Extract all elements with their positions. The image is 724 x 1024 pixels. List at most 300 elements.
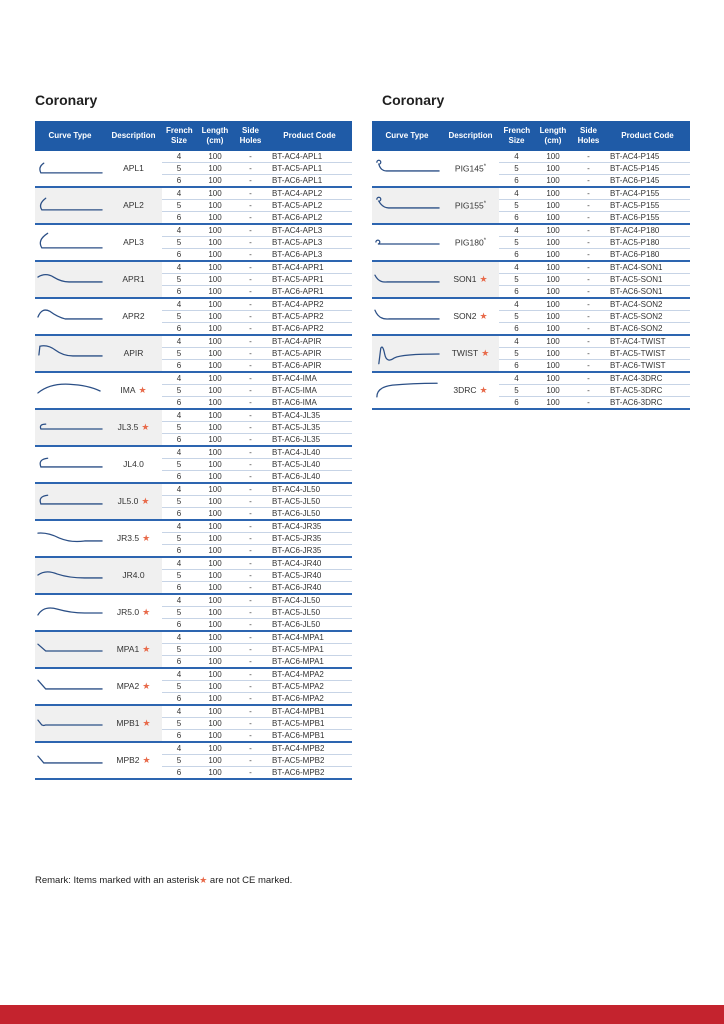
- side-holes-cell: -: [572, 360, 605, 373]
- asterisk-star-icon: ★: [138, 385, 147, 395]
- table-row: [35, 483, 352, 496]
- french-size-cell: 4: [499, 224, 534, 237]
- table-row: [372, 335, 690, 348]
- header-length: [534, 121, 572, 151]
- side-holes-cell: -: [572, 200, 605, 212]
- description-label: IMA: [120, 385, 136, 395]
- length-cell: 100: [534, 200, 572, 212]
- french-size-cell: 6: [162, 286, 196, 299]
- french-size-cell: 5: [499, 237, 534, 249]
- description-cell: [105, 335, 162, 372]
- remark-text-before: Remark: Items marked with an asterisk: [35, 875, 200, 886]
- french-size-cell: 5: [162, 200, 196, 212]
- curve-type-cell: [35, 298, 105, 335]
- product-code-cell: BT-AC6-JL40: [267, 471, 352, 484]
- length-cell: 100: [196, 742, 234, 755]
- length-cell: 100: [196, 557, 234, 570]
- side-holes-cell: -: [234, 212, 267, 225]
- length-cell: 100: [534, 335, 572, 348]
- table-header-row: [372, 121, 690, 151]
- side-holes-cell: -: [572, 298, 605, 311]
- description-label: SON1: [453, 274, 477, 284]
- product-group: [35, 372, 352, 409]
- length-cell: 100: [196, 607, 234, 619]
- table-row: [35, 335, 352, 348]
- table-header-row: [35, 121, 352, 151]
- remark-note: [35, 875, 292, 886]
- curve-type-cell: [372, 335, 442, 372]
- table-row: [372, 224, 690, 237]
- curve-type-cell: [35, 335, 105, 372]
- curve-jr40-icon: [36, 564, 104, 588]
- header-side-holes: [572, 121, 605, 151]
- length-cell: 100: [196, 705, 234, 718]
- french-size-cell: 5: [162, 311, 196, 323]
- french-size-cell: 5: [499, 163, 534, 175]
- length-cell: 100: [534, 212, 572, 225]
- description-label: MPA2: [116, 681, 140, 691]
- side-holes-cell: -: [572, 274, 605, 286]
- asterisk-star-icon: ★: [142, 681, 151, 691]
- description-label: JL3.5: [117, 422, 139, 432]
- length-cell: 100: [196, 224, 234, 237]
- asterisk-star-icon: ★: [479, 385, 488, 395]
- asterisk-star-icon: ★: [142, 644, 151, 654]
- description-cell: [105, 372, 162, 409]
- product-group: [372, 372, 690, 409]
- length-cell: 100: [534, 372, 572, 385]
- curve-pig155-icon: [373, 194, 441, 218]
- side-holes-cell: -: [234, 323, 267, 336]
- length-cell: 100: [196, 151, 234, 163]
- asterisk-star-icon: ★: [142, 718, 151, 728]
- product-group: [35, 335, 352, 372]
- header-length-text: Length (cm): [201, 126, 229, 145]
- product-group: [372, 298, 690, 335]
- side-holes-cell: -: [572, 348, 605, 360]
- description-label: PIG155: [454, 200, 484, 211]
- product-code-cell: BT-AC5-P180: [605, 237, 690, 249]
- product-code-cell: BT-AC6-JR35: [267, 545, 352, 558]
- french-size-cell: 4: [162, 631, 196, 644]
- side-holes-cell: -: [572, 175, 605, 188]
- remark-text-after: are not CE marked.: [207, 875, 293, 886]
- description-label: APL3: [123, 237, 144, 247]
- product-code-cell: BT-AC4-IMA: [267, 372, 352, 385]
- side-holes-cell: -: [234, 471, 267, 484]
- asterisk-star-icon: ★: [479, 274, 488, 284]
- curve-type-cell: [35, 151, 105, 187]
- french-size-cell: 5: [162, 348, 196, 360]
- french-size-cell: 6: [162, 545, 196, 558]
- asterisk-star-icon: ★: [142, 755, 151, 765]
- side-holes-cell: -: [234, 274, 267, 286]
- length-cell: 100: [196, 520, 234, 533]
- table-row: [35, 151, 352, 163]
- product-code-cell: BT-AC6-APR2: [267, 323, 352, 336]
- french-size-cell: 6: [499, 397, 534, 410]
- length-cell: 100: [534, 298, 572, 311]
- side-holes-cell: -: [572, 372, 605, 385]
- product-group: [372, 335, 690, 372]
- french-size-cell: 5: [162, 163, 196, 175]
- length-cell: 100: [534, 348, 572, 360]
- length-cell: 100: [196, 446, 234, 459]
- french-size-cell: 6: [162, 434, 196, 447]
- french-size-cell: 4: [162, 668, 196, 681]
- product-code-cell: BT-AC5-APL1: [267, 163, 352, 175]
- length-cell: 100: [196, 483, 234, 496]
- side-holes-cell: -: [572, 311, 605, 323]
- french-size-cell: 4: [162, 224, 196, 237]
- description-cell: [105, 261, 162, 298]
- product-code-cell: BT-AC5-MPA1: [267, 644, 352, 656]
- asterisk-star-icon: ★: [199, 875, 208, 885]
- curve-apl2-icon: [36, 194, 104, 218]
- product-code-cell: BT-AC5-P145: [605, 163, 690, 175]
- left-catalog-table: [35, 121, 352, 780]
- table-row: [372, 151, 690, 163]
- side-holes-cell: -: [234, 249, 267, 262]
- curve-son1-icon: [373, 268, 441, 292]
- curve-jr50-icon: [36, 601, 104, 625]
- product-code-cell: BT-AC4-MPB2: [267, 742, 352, 755]
- curve-type-cell: [35, 409, 105, 446]
- side-holes-cell: -: [572, 397, 605, 410]
- length-cell: 100: [196, 434, 234, 447]
- french-size-cell: 5: [162, 718, 196, 730]
- description-label: JR4.0: [122, 570, 145, 580]
- french-size-cell: 4: [162, 520, 196, 533]
- french-size-cell: 6: [499, 212, 534, 225]
- french-size-cell: 6: [499, 286, 534, 299]
- length-cell: 100: [534, 163, 572, 175]
- length-cell: 100: [196, 335, 234, 348]
- side-holes-cell: -: [572, 224, 605, 237]
- length-cell: 100: [196, 249, 234, 262]
- length-cell: 100: [534, 385, 572, 397]
- french-size-cell: 4: [162, 372, 196, 385]
- length-cell: 100: [534, 261, 572, 274]
- side-holes-cell: -: [234, 175, 267, 188]
- product-group: [372, 261, 690, 298]
- description-cell: [105, 187, 162, 224]
- header-side-holes-text: Side Holes: [577, 126, 600, 145]
- header-curve-type: Curve Type: [35, 121, 105, 151]
- length-cell: 100: [196, 619, 234, 632]
- product-code-cell: BT-AC6-P180: [605, 249, 690, 262]
- product-code-cell: BT-AC5-JL50: [267, 607, 352, 619]
- product-group: [35, 668, 352, 705]
- side-holes-cell: -: [234, 730, 267, 743]
- curve-type-cell: [372, 224, 442, 261]
- product-code-cell: BT-AC6-MPB2: [267, 767, 352, 780]
- description-label: APR1: [122, 274, 145, 284]
- french-size-cell: 4: [162, 483, 196, 496]
- table-row: [372, 298, 690, 311]
- french-size-cell: 4: [162, 557, 196, 570]
- side-holes-cell: -: [234, 508, 267, 521]
- french-size-cell: 4: [499, 187, 534, 200]
- side-holes-cell: -: [234, 446, 267, 459]
- product-code-cell: BT-AC6-TWIST: [605, 360, 690, 373]
- side-holes-cell: -: [234, 693, 267, 706]
- curve-type-cell: [35, 187, 105, 224]
- description-cell: [105, 483, 162, 520]
- length-cell: 100: [196, 175, 234, 188]
- side-holes-cell: -: [234, 545, 267, 558]
- description-cell: [105, 705, 162, 742]
- product-code-cell: BT-AC5-APR1: [267, 274, 352, 286]
- french-size-cell: 4: [162, 187, 196, 200]
- length-cell: 100: [196, 360, 234, 373]
- side-holes-cell: -: [572, 323, 605, 336]
- length-cell: 100: [534, 175, 572, 188]
- header-curve-type: Curve Type: [372, 121, 442, 151]
- side-holes-cell: -: [234, 409, 267, 422]
- french-size-cell: 5: [162, 422, 196, 434]
- side-holes-cell: -: [234, 311, 267, 323]
- product-code-cell: BT-AC4-JL40: [267, 446, 352, 459]
- product-code-cell: BT-AC5-MPB1: [267, 718, 352, 730]
- header-french-size-text: French Size: [503, 126, 531, 145]
- table-row: [35, 742, 352, 755]
- curve-type-cell: [35, 483, 105, 520]
- product-code-cell: BT-AC4-APL1: [267, 151, 352, 163]
- description-cell: [105, 594, 162, 631]
- side-holes-cell: -: [234, 718, 267, 730]
- product-group: [35, 298, 352, 335]
- side-holes-cell: -: [234, 385, 267, 397]
- length-cell: 100: [196, 298, 234, 311]
- side-holes-cell: -: [234, 434, 267, 447]
- length-cell: 100: [196, 311, 234, 323]
- side-holes-cell: -: [234, 520, 267, 533]
- side-holes-cell: -: [234, 705, 267, 718]
- table-row: [35, 594, 352, 607]
- curve-ima-icon: [36, 379, 104, 403]
- description-label: SON2: [453, 311, 477, 321]
- side-holes-cell: -: [572, 237, 605, 249]
- french-size-cell: 4: [162, 335, 196, 348]
- product-code-cell: BT-AC6-MPA1: [267, 656, 352, 669]
- length-cell: 100: [196, 372, 234, 385]
- curve-type-cell: [35, 557, 105, 594]
- french-size-cell: 6: [162, 619, 196, 632]
- description-label: JR3.5: [116, 533, 140, 543]
- description-cell: [105, 557, 162, 594]
- product-code-cell: BT-AC4-JR35: [267, 520, 352, 533]
- superscript-mark: *: [483, 201, 487, 208]
- side-holes-cell: -: [234, 372, 267, 385]
- french-size-cell: 6: [162, 360, 196, 373]
- side-holes-cell: -: [572, 261, 605, 274]
- curve-type-cell: [35, 446, 105, 483]
- length-cell: 100: [196, 545, 234, 558]
- side-holes-cell: -: [234, 200, 267, 212]
- product-code-cell: BT-AC5-JL35: [267, 422, 352, 434]
- side-holes-cell: -: [234, 459, 267, 471]
- product-group: [35, 446, 352, 483]
- product-code-cell: BT-AC6-P155: [605, 212, 690, 225]
- side-holes-cell: -: [572, 249, 605, 262]
- product-code-cell: BT-AC4-JL50: [267, 594, 352, 607]
- side-holes-cell: -: [234, 582, 267, 595]
- length-cell: 100: [196, 212, 234, 225]
- french-size-cell: 6: [162, 397, 196, 410]
- header-product-code: Product Code: [605, 121, 690, 151]
- table-row: [35, 557, 352, 570]
- product-code-cell: BT-AC5-APL2: [267, 200, 352, 212]
- description-cell: [442, 187, 499, 224]
- side-holes-cell: -: [234, 348, 267, 360]
- length-cell: 100: [196, 496, 234, 508]
- side-holes-cell: -: [234, 607, 267, 619]
- french-size-cell: 6: [162, 508, 196, 521]
- product-code-cell: BT-AC4-P180: [605, 224, 690, 237]
- product-code-cell: BT-AC5-3DRC: [605, 385, 690, 397]
- product-group: [35, 409, 352, 446]
- french-size-cell: 5: [499, 385, 534, 397]
- table-row: [372, 372, 690, 385]
- side-holes-cell: -: [234, 656, 267, 669]
- curve-type-cell: [372, 372, 442, 409]
- curve-pig180-icon: [373, 231, 441, 255]
- description-label: APL1: [123, 163, 144, 173]
- header-description: Description: [105, 121, 162, 151]
- french-size-cell: 4: [162, 151, 196, 163]
- length-cell: 100: [196, 594, 234, 607]
- side-holes-cell: -: [234, 286, 267, 299]
- side-holes-cell: -: [234, 557, 267, 570]
- product-code-cell: BT-AC5-P155: [605, 200, 690, 212]
- french-size-cell: 5: [499, 274, 534, 286]
- french-size-cell: 4: [162, 261, 196, 274]
- product-group: [372, 187, 690, 224]
- description-cell: [105, 409, 162, 446]
- product-code-cell: BT-AC5-TWIST: [605, 348, 690, 360]
- curve-jl35-icon: [36, 416, 104, 440]
- product-group: [35, 631, 352, 668]
- product-code-cell: BT-AC4-JL35: [267, 409, 352, 422]
- french-size-cell: 6: [162, 323, 196, 336]
- curve-type-cell: [35, 594, 105, 631]
- table-row: [35, 372, 352, 385]
- length-cell: 100: [196, 200, 234, 212]
- french-size-cell: 6: [162, 471, 196, 484]
- curve-apr2-icon: [36, 305, 104, 329]
- length-cell: 100: [196, 409, 234, 422]
- length-cell: 100: [534, 224, 572, 237]
- french-size-cell: 4: [162, 705, 196, 718]
- curve-mpa2-icon: [36, 675, 104, 699]
- description-cell: [105, 298, 162, 335]
- product-group: [35, 151, 352, 187]
- superscript-mark: *: [483, 238, 487, 245]
- description-cell: [105, 151, 162, 187]
- curve-type-cell: [35, 631, 105, 668]
- description-label: APL2: [123, 200, 144, 210]
- length-cell: 100: [196, 459, 234, 471]
- description-cell: [442, 261, 499, 298]
- product-code-cell: BT-AC5-SON2: [605, 311, 690, 323]
- side-holes-cell: -: [234, 594, 267, 607]
- superscript-mark: *: [483, 164, 487, 171]
- table-row: [35, 261, 352, 274]
- side-holes-cell: -: [234, 163, 267, 175]
- header-length-text: Length (cm): [539, 126, 567, 145]
- length-cell: 100: [196, 570, 234, 582]
- asterisk-star-icon: ★: [481, 348, 490, 358]
- side-holes-cell: -: [234, 570, 267, 582]
- description-label: APIR: [123, 348, 144, 358]
- product-code-cell: BT-AC5-APR2: [267, 311, 352, 323]
- curve-type-cell: [35, 224, 105, 261]
- table-row: [35, 631, 352, 644]
- length-cell: 100: [196, 323, 234, 336]
- length-cell: 100: [196, 631, 234, 644]
- french-size-cell: 6: [162, 693, 196, 706]
- product-group: [35, 224, 352, 261]
- description-label: JR5.0: [116, 607, 140, 617]
- curve-3drc-icon: [373, 379, 441, 403]
- curve-type-cell: [372, 151, 442, 187]
- side-holes-cell: -: [234, 397, 267, 410]
- product-group: [35, 705, 352, 742]
- footer-bar: [0, 1005, 724, 1024]
- asterisk-star-icon: ★: [141, 422, 150, 432]
- length-cell: 100: [534, 397, 572, 410]
- french-size-cell: 5: [162, 385, 196, 397]
- table-row: [35, 705, 352, 718]
- french-size-cell: 4: [162, 409, 196, 422]
- side-holes-cell: -: [234, 335, 267, 348]
- french-size-cell: 6: [499, 360, 534, 373]
- description-cell: [442, 151, 499, 187]
- side-holes-cell: -: [234, 742, 267, 755]
- product-code-cell: BT-AC4-JL50: [267, 483, 352, 496]
- side-holes-cell: -: [234, 360, 267, 373]
- product-group: [35, 261, 352, 298]
- header-product-code: Product Code: [267, 121, 352, 151]
- header-description: Description: [442, 121, 499, 151]
- curve-son2-icon: [373, 305, 441, 329]
- product-code-cell: BT-AC6-MPB1: [267, 730, 352, 743]
- curve-type-cell: [35, 742, 105, 779]
- product-code-cell: BT-AC4-APR1: [267, 261, 352, 274]
- curve-mpb1-icon: [36, 712, 104, 736]
- length-cell: 100: [196, 755, 234, 767]
- product-code-cell: BT-AC4-P155: [605, 187, 690, 200]
- french-size-cell: 5: [162, 644, 196, 656]
- product-code-cell: BT-AC4-P145: [605, 151, 690, 163]
- length-cell: 100: [196, 508, 234, 521]
- description-cell: [105, 631, 162, 668]
- right-catalog-table: [372, 121, 690, 410]
- product-group: [372, 151, 690, 187]
- side-holes-cell: -: [234, 644, 267, 656]
- french-size-cell: 5: [162, 459, 196, 471]
- product-code-cell: BT-AC5-APL3: [267, 237, 352, 249]
- side-holes-cell: -: [572, 151, 605, 163]
- length-cell: 100: [534, 151, 572, 163]
- description-cell: [105, 520, 162, 557]
- product-code-cell: BT-AC6-APL3: [267, 249, 352, 262]
- product-group: [35, 187, 352, 224]
- table-row: [372, 187, 690, 200]
- side-holes-cell: -: [234, 237, 267, 249]
- curve-apl3-icon: [36, 231, 104, 255]
